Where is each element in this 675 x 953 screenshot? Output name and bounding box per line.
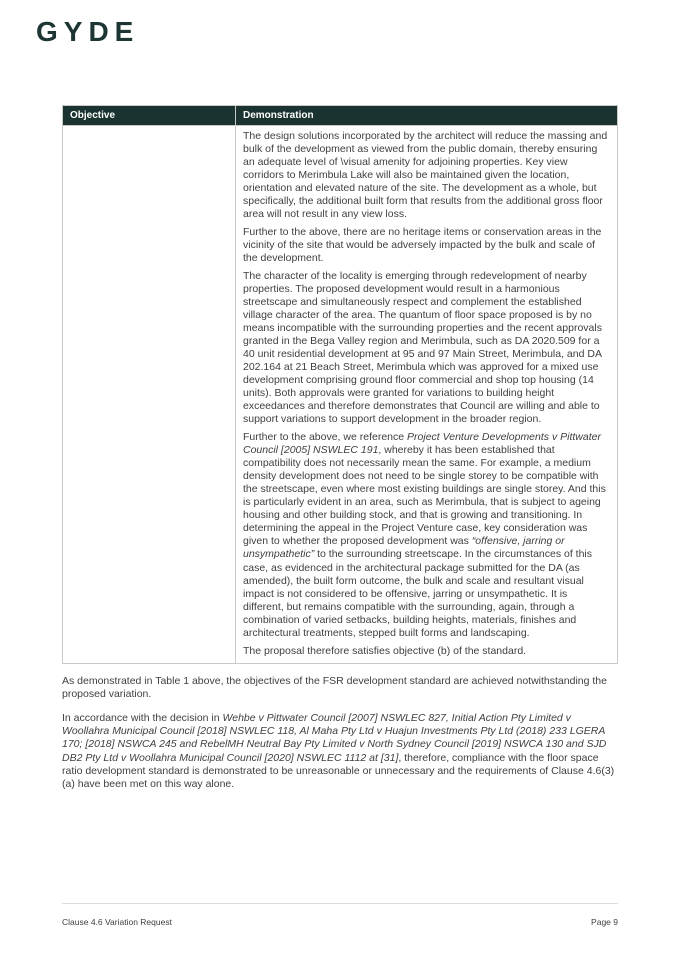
table-row [63,126,618,664]
objective-column-header: Objective [63,106,236,126]
demonstration-paragraph-heritage: Further to the above, there are no heritage items or conservation areas in the vicinity of the site that would be adversely impacted by the bulk and scale of the development. [243,226,602,265]
footer-row [62,917,618,927]
footer-page-number: Page 9 [591,917,618,927]
demonstration-paragraph-project-venture: Further to the above, we reference Project Venture Developments v Pittwater Council [2005] NSWLEC 191, whereby it has been established that compatibility does not necessarily mean the same. For example, a medium density development does not need to be single storey to be compatible with the streetscape, even where most existing buildings are single storey. And this is particularly evident in an area, such as Merimbula, that is subject to ageing housing and other building stock, and that is growing and transitioning. In determining the appeal in the Project Venture case, key consideration was given to whether the proposed development was “offensive, jarring or unsympathetic” to the surrounding streetscape. In the circumstances of this case, as evidenced in the architectural package submitted for the DA (as amended), the built form outcome, the bulk and scale and resultant visual impact is not considered to be offensive, jarring or unsympathetic. It is different, but remains compatible with the surrounding, again, through a combination of varied setbacks, building heights, materials, finishes and architectural treatments, stepped built forms and landscaping. [243,431,606,639]
objective-cell [63,126,236,664]
demonstration-paragraph-conclusion: The proposal therefore satisfies objective (b) of the standard. [243,644,527,657]
demonstration-paragraph-locality-character: The character of the locality is emerging through redevelopment of nearby properties. The proposed development would result in a harmonious streetscape and simultaneously respect and complement the established village character of the area. The quantum of floor space proposed is by no means incompatible with the surrounding properties and the recent approvals granted in the Bega Valley region and Merimbula, such as DA 2020.509 for a 40 unit residential development at 95 and 97 Main Street, Merimbula, and DA 202.164 at 21 Beach Street, Merimbula which was approved for a mixed use development comprising ground floor commercial and shop top housing (14 units). Both approvals were granted for variations to building height exceedances and therefore demonstrates that Council are willing and able to support variations to support development in the broader region. [243,270,602,426]
footer-document-title: Clause 4.6 Variation Request [62,917,172,927]
page-content [62,105,618,802]
demonstration-cell [236,126,618,664]
footer-divider [62,903,618,904]
objectives-table [62,105,618,664]
table-header-row [63,106,618,126]
page-footer [62,903,618,927]
demonstration-paragraph-design-solutions: The design solutions incorporated by the architect will reduce the massing and bulk of the development as viewed from the public domain, thereby ensuring an adequate level of \visual amenity for adjoining properties. Key view corridors to Merimbula Lake will also be maintained given the location, orientation and elevated nature of the site. The development as a whole, but specifically, the additional built form that results from the additional gross floor area will not result in any view loss. [243,130,608,221]
body-paragraph-table-summary: As demonstrated in Table 1 above, the objectives of the FSR development standard are achieved notwithstanding the proposed variation. [62,674,607,700]
gyde-logo: GYDE [36,16,140,47]
body-paragraph-case-law: In accordance with the decision in Wehbe v Pittwater Council [2007] NSWLEC 827, Initial Action Pty Limited v Woollahra Municipal Council [2018] NSWLEC 118, Al Maha Pty Ltd v Huajun Investments Pty Ltd (2018) 233 LGERA 170; [2018] NSWCA 245 and RebelMH Neutral Bay Pty Limited v North Sydney Council [2019] NSWCA 130 and SJD DB2 Pty Ltd v Woollahra Municipal Council [2020] NSWLEC 1112 at [31], therefore, compliance with the floor space ratio development standard is demonstrated to be unreasonable or unnecessary and the requirements of Clause 4.6(3)(a) have been met on this way alone. [62,712,615,791]
demonstration-column-header: Demonstration [236,106,618,126]
